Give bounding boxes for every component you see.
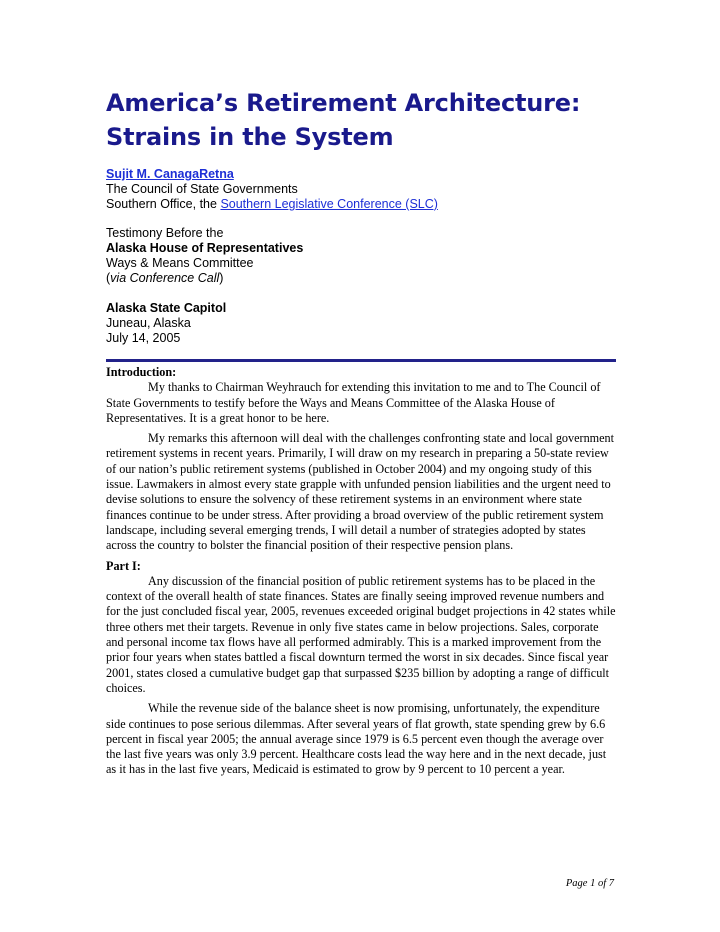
author-link[interactable]: Sujit M. CanagaRetna (106, 167, 234, 181)
part1-paragraph-1: Any discussion of the financial position of public retirement systems has to be placed in the context of the overall health of state finances. States are finally seeing improved revenue numbers and for the just concluded fiscal year, 2005, revenues exceeded original budget projections in 42 states while three others met their targets. Revenue in only five states came in below projections. Sales, corporate and personal income tax flows have all performed admirably. This is a marked improvement from the prior four years when states battled a fiscal downturn termed the worst in six decades. Since fiscal year 2001, states closed a cumulative budget gap that surpassed $235 billion by adopting a range of difficult choices. (106, 573, 616, 695)
testimony-block (106, 226, 626, 286)
introduction-paragraph-1: My thanks to Chairman Weyhrauch for extending this invitation to me and to The Council of State Governments to testify before the Ways and Means Committee of the Alaska House of Representatives. It is a great honor to be here. (106, 380, 601, 425)
body-text (106, 365, 616, 783)
page-number: Page 1 of 7 (565, 878, 614, 889)
author-block (106, 167, 626, 212)
author-org: The Council of State Governments (106, 182, 298, 196)
introduction-heading: Introduction: (106, 365, 177, 379)
part1-heading: Part I: (106, 558, 141, 573)
title-line-1: America’s Retirement Architecture: (106, 89, 581, 117)
document-title (106, 86, 626, 154)
location-date: July 14, 2005 (106, 331, 181, 345)
testimony-line-4 (106, 271, 626, 286)
testimony-line-1: Testimony Before the (106, 226, 224, 240)
slc-link[interactable]: Southern Legislative Conference (SLC) (220, 197, 438, 211)
office-prefix: Southern Office, the (106, 197, 221, 211)
author-office (106, 197, 626, 212)
testimony-line-2: Alaska House of Representatives (106, 241, 304, 255)
introduction-paragraph-2: My remarks this afternoon will deal with the challenges confronting state and local government retirement systems in recent years. Primarily, I will draw on my research in preparing a 50-state review of our nation’s public retirement systems (published in October 2004) and my ongoing study of this issue. Lawmakers in almost every state grapple with unfunded pension liabilities and the urgent need to devise solutions to ensure the solvency of these retirement systems in an environment where state finances continue to be under stress. After providing a broad overview of the public retirement system landscape, including several emerging trends, I will detail a number of strategies adopted by states across the country to bolster the financial position of their respective pension plans. (106, 431, 615, 553)
via-conference-call: via Conference Call (110, 271, 220, 285)
location-block (106, 301, 626, 346)
part1-paragraph-2: While the revenue side of the balance sheet is now promising, unfortunately, the expenditure side continues to pose serious dilemmas. After several years of flat growth, state spending grew by 6.6 percent in fiscal year 2005; the annual average since 1979 is 6.5 percent even though the average over the last five years was only 3.9 percent. Healthcare costs lead the way here and in the next decade, just as it has in the last five years, Medicaid is estimated to grow by 9 percent to 10 percent a year. (106, 701, 607, 777)
title-line-2: Strains in the System (106, 123, 394, 151)
location-city: Juneau, Alaska (106, 316, 191, 330)
testimony-line-3: Ways & Means Committee (106, 256, 254, 270)
location-place: Alaska State Capitol (106, 301, 227, 315)
section-divider (106, 359, 616, 362)
paren-close: ) (219, 271, 224, 285)
paren-open: ( (106, 271, 111, 285)
